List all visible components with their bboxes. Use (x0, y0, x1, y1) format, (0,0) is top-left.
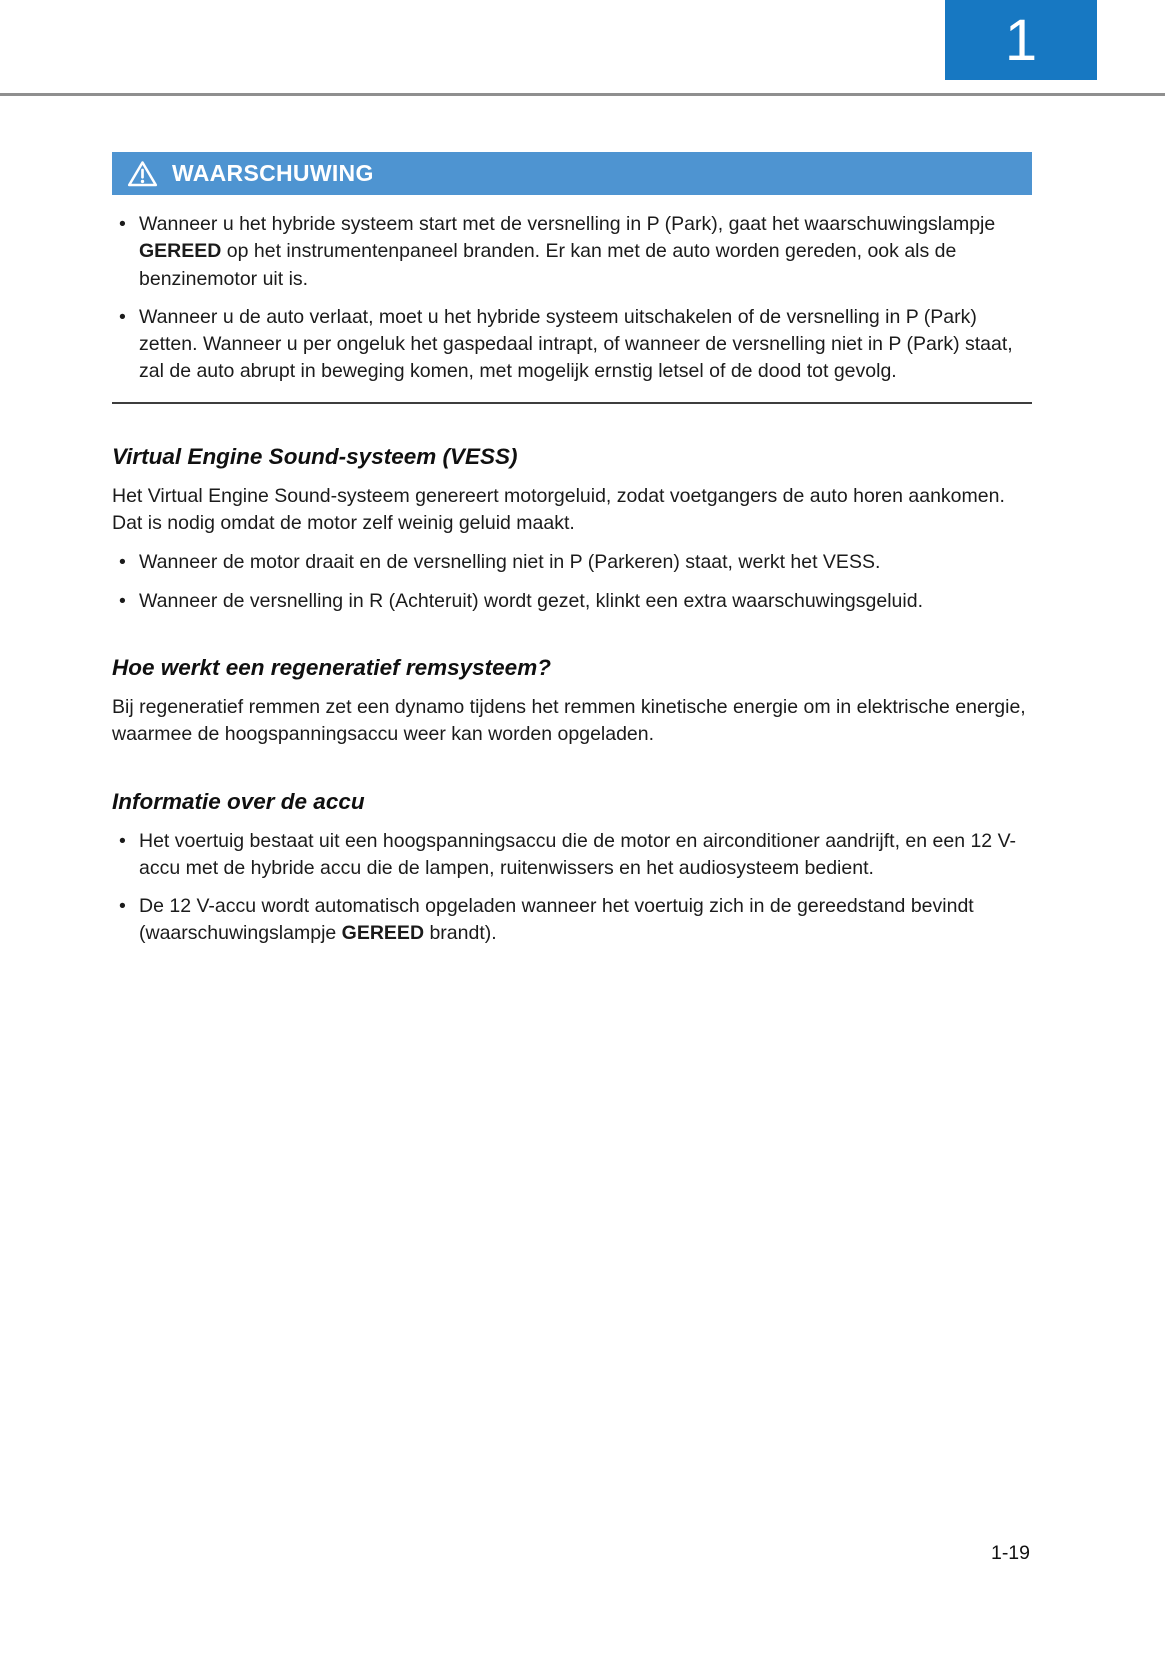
section-title-regen: Hoe werkt een regeneratief remsysteem? (112, 654, 551, 680)
vess-bullet-item: • Wanneer de versnelling in R (Achteruit) wordt gezet, klinkt een extra waarschuwingsgeluid. (112, 588, 1032, 615)
accu-text-segment: De 12 V-accu wordt automatisch opgeladen wanneer het voertuig zich in de gereedstand bevindt (waarschuwingslampje (139, 895, 974, 945)
header-rule (0, 93, 1165, 96)
accu-text-segment: Het voertuig bestaat uit een hoogspanningsaccu die de motor en airconditioner aandrijft, en een 12 V-accu met de hybride accu die de lampen, ruitenwissers en het audiosysteem bedient. (139, 829, 1016, 879)
warning-text-segment: op het instrumentenpaneel branden. Er kan met de auto worden gereden, ook als de benzinemotor uit is. (139, 240, 957, 290)
section-regen (112, 655, 1032, 749)
vess-bullet-list (112, 549, 1032, 615)
warning-banner (112, 152, 1032, 195)
vess-bullet-item: • Wanneer de motor draait en de versnelling niet in P (Parkeren) staat, werkt het VESS. (112, 549, 1032, 576)
chapter-tab (945, 0, 1097, 80)
chapter-number: 1 (1004, 7, 1038, 73)
accu-text-segment: brandt). (424, 922, 497, 945)
warning-title: WAARSCHUWING (172, 160, 374, 186)
warning-bullet-item (112, 211, 1032, 293)
warning-triangle-icon (127, 160, 158, 188)
accu-bullet-item (112, 893, 1032, 948)
accu-bullet-list (112, 828, 1032, 948)
section-accu (112, 789, 1032, 948)
regen-paragraph: Bij regeneratief remmen zet een dynamo tijdens het remmen kinetische energie om in elektrische energie, waarmee de hoogspanningsaccu weer kan worden opgeladen. (112, 695, 1026, 746)
warning-end-divider (112, 402, 1032, 404)
warning-section (112, 152, 1032, 404)
section-vess (112, 444, 1032, 615)
warning-bullet-item (112, 304, 1032, 386)
accu-bullet-item (112, 828, 1032, 883)
section-title-vess: Virtual Engine Sound-systeem (VESS) (112, 443, 518, 469)
page-content (112, 152, 1032, 959)
vess-intro-paragraph: Het Virtual Engine Sound-systeem genereert motorgeluid, zodat voetgangers de auto horen aankomen. Dat is nodig omdat de motor zelf weinig geluid maakt. (112, 484, 1005, 535)
section-title-accu: Informatie over de accu (112, 788, 365, 814)
warning-text-segment: Wanneer u het hybride systeem start met de versnelling in P (Park), gaat het waarschuwingslampje (139, 213, 996, 235)
accu-bold-indicator: GEREED (341, 922, 425, 945)
warning-text-segment: Wanneer u de auto verlaat, moet u het hybride systeem uitschakelen of de versnelling in P (Park) zetten. Wanneer u per ongeluk het gaspedaal intrapt, of wanneer de versnelling niet in P (Park) staat, zal de auto abrupt in beweging komen, met mogelijk ernstig letsel of de dood tot gevolg. (139, 305, 1013, 383)
page-number: 1-19 (990, 1542, 1030, 1564)
warning-bold-indicator: GEREED (139, 240, 222, 263)
warning-bullet-list (112, 211, 1032, 386)
